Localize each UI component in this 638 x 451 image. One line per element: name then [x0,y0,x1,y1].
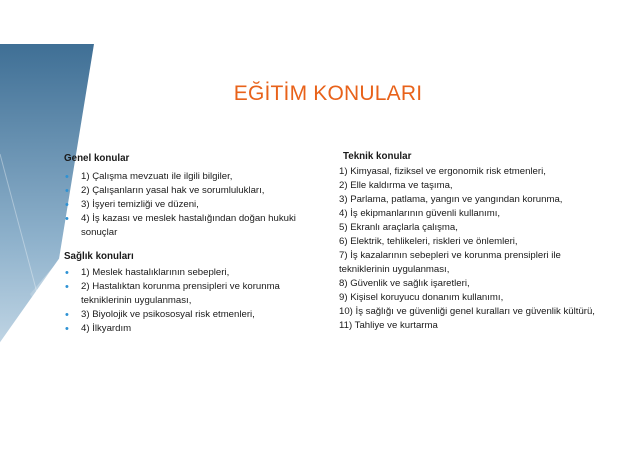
list-item: 2) Elle kaldırma ve taşıma, [339,180,453,191]
bullet-icon: • [65,185,69,197]
list-item: • 1) Meslek hastalıklarının sebepleri, [65,267,230,279]
list-item: • 2) Çalışanların yasal hak ve sorumlulukları, [65,185,265,197]
bullet-icon: • [65,281,69,293]
slide [0,44,638,404]
technical-topics-list [339,165,601,333]
list-item: 9) Kişisel koruyucu donanım kullanımı, [339,292,504,303]
list-item: 6) Elektrik, tehlikeleri, riskleri ve önlemleri, [339,236,518,247]
right-column [339,150,601,333]
list-item: 7) İş kazalarının sebepleri ve korunma prensipleri ile tekniklerinin uygulanması, [339,250,561,275]
list-item: • 3) Biyolojik ve psikososyal risk etmenleri, [65,309,255,321]
list-item: • 3) İşyeri temizliği ve düzeni, [65,199,199,211]
left-column [64,152,314,336]
bullet-icon: • [65,171,69,183]
list-item: • 4) İlkyardım [65,323,132,335]
list-item: 5) Ekranlı araçlarla çalışma, [339,222,458,233]
bullet-icon: • [65,323,69,335]
list-item: 4) İş ekipmanlarının güvenli kullanımı, [339,208,501,219]
list-item: 8) Güvenlik ve sağlık işaretleri, [339,278,470,289]
list-item: 3) Parlama, patlama, yangın ve yangından korunma, [339,194,563,205]
list-item: 10) İş sağlığı ve güvenliği genel kuralları ve güvenlik kültürü, [339,306,595,317]
slide-title: EĞİTİM KONULARI [233,82,423,105]
list-item: • 2) Hastalıktan korunma prensipleri ve korunma tekniklerinin uygulanması, [65,281,280,306]
health-topics-list [64,266,314,336]
health-topics-heading: Sağlık konuları [64,251,134,262]
list-item: • 1) Çalışma mevzuatı ile ilgili bilgiler, [65,171,233,183]
bullet-icon: • [65,309,69,321]
list-item: • 4) İş kazası ve meslek hastalığından doğan hukuki sonuçlar [65,213,296,238]
list-item: 11) Tahliye ve kurtarma [339,320,438,331]
technical-topics-heading: Teknik konular [343,151,412,162]
general-topics-list [64,170,314,240]
general-topics-heading: Genel konular [64,153,130,164]
bullet-icon: • [65,199,69,211]
bullet-icon: • [65,267,69,279]
list-item: 1) Kimyasal, fiziksel ve ergonomik risk etmenleri, [339,166,546,177]
bullet-icon: • [65,213,69,225]
